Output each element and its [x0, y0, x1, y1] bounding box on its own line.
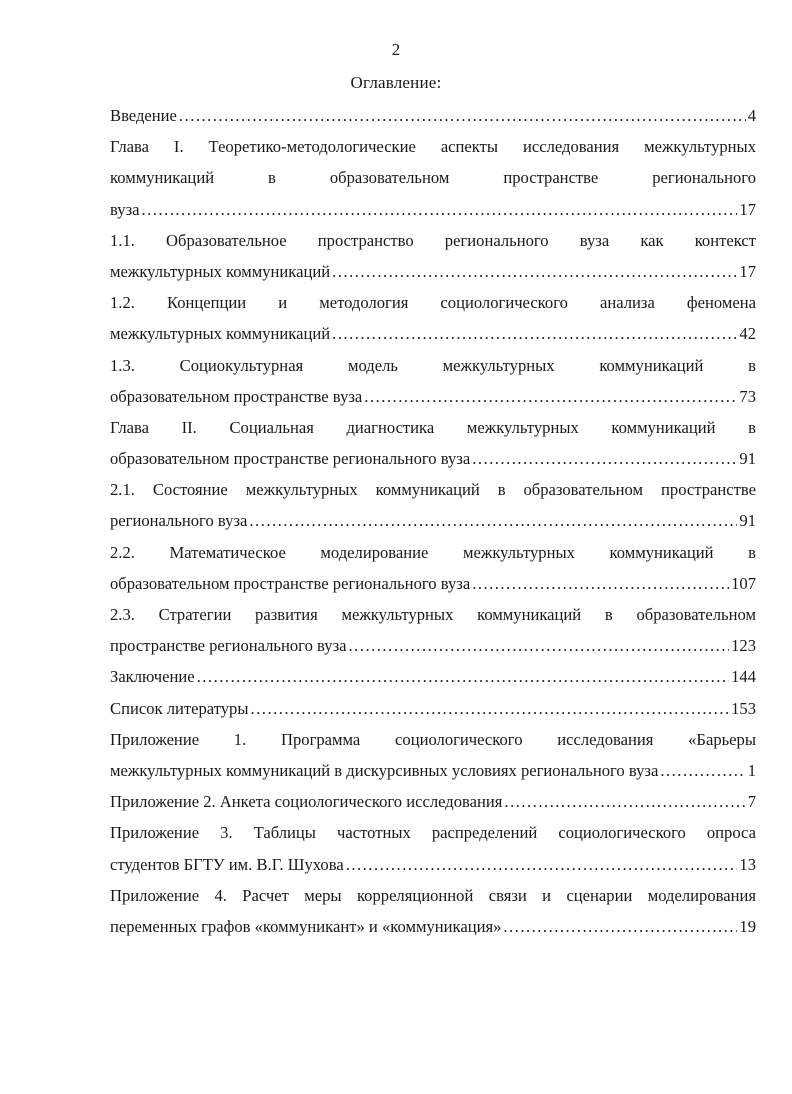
- toc-entry-last-line: [110, 786, 756, 817]
- toc-entry-line: 1.3. Социокультурная модель межкультурных коммуникаций в: [110, 355, 756, 375]
- dot-leader: [332, 256, 737, 287]
- toc-entry-last-line: [110, 568, 756, 599]
- toc-entry-last-line: [110, 443, 756, 474]
- toc-entry-title: образовательном пространстве регионального вуза: [110, 573, 471, 593]
- dot-leader: [504, 786, 745, 817]
- dot-leader: [251, 693, 730, 724]
- dot-leader: [179, 100, 746, 131]
- toc-entry-last-line: [110, 661, 756, 692]
- toc-entry-page: 107: [731, 573, 756, 593]
- toc-entry: [110, 724, 756, 786]
- toc-entry: [110, 817, 756, 879]
- toc-entry-title: переменных графов «коммуникант» и «коммуникация»: [110, 916, 502, 936]
- toc-entry-line: 1.1. Образовательное пространство регионального вуза как контекст: [110, 230, 756, 250]
- toc-title: Оглавление:: [350, 73, 442, 92]
- toc-entry-last-line: [110, 194, 756, 225]
- toc-entry-page: 13: [739, 854, 756, 874]
- toc-entry: [110, 693, 756, 724]
- toc-entry-last-line: [110, 256, 756, 287]
- toc-entry-page: 17: [739, 199, 756, 219]
- toc-entry: [110, 880, 756, 942]
- toc-entry-last-line: [110, 693, 756, 724]
- dot-leader: [249, 505, 737, 536]
- toc-entry-page: 91: [739, 511, 756, 531]
- toc-entry-last-line: [110, 381, 756, 412]
- dot-leader: [503, 911, 737, 942]
- toc-entry-line: Глава II. Социальная диагностика межкультурных коммуникаций в: [110, 417, 756, 437]
- toc-entry-page: 153: [731, 698, 756, 718]
- toc-entry-title: Введение: [110, 106, 177, 125]
- dot-leader: [349, 630, 730, 661]
- toc-entry-title: вуза: [110, 199, 140, 219]
- dot-leader: [472, 443, 737, 474]
- toc-entry-title: регионального вуза: [110, 511, 248, 531]
- toc-entry-last-line: [110, 755, 756, 786]
- toc-entry: [110, 537, 756, 599]
- toc-entry-title: Приложение 2. Анкета социологического исследования: [110, 792, 503, 812]
- toc-entry-page: 144: [731, 667, 756, 687]
- toc-entry-title: межкультурных коммуникаций: [110, 324, 331, 344]
- toc-entry-page: 1: [747, 760, 756, 780]
- toc-entry-line: Приложение 3. Таблицы частотных распределений социологического опроса: [110, 823, 756, 843]
- toc-entry-title: образовательном пространстве вуза: [110, 386, 363, 406]
- toc-entry-title: межкультурных коммуникаций: [110, 261, 331, 281]
- toc-entry-last-line: [110, 849, 756, 880]
- table-of-contents: [110, 100, 756, 942]
- toc-entry-line: коммуникаций в образовательном пространстве регионального: [110, 168, 756, 188]
- toc-entry: [110, 786, 756, 817]
- toc-entry-page: 7: [747, 792, 756, 812]
- dot-leader: [346, 849, 738, 880]
- toc-entry: [110, 225, 756, 287]
- dot-leader: [472, 568, 729, 599]
- dot-leader: [364, 381, 737, 412]
- dot-leader: [660, 755, 745, 786]
- toc-entry-last-line: [110, 505, 756, 536]
- toc-entry-page: 91: [739, 449, 756, 469]
- toc-entry-last-line: [110, 911, 756, 942]
- toc-entry-line: Приложение 4. Расчет меры корреляционной связи и сценарии моделирования: [110, 885, 756, 905]
- toc-entry-title: пространстве регионального вуза: [110, 636, 347, 656]
- toc-entry-title: межкультурных коммуникаций в дискурсивных условиях регионального вуза: [110, 760, 659, 780]
- toc-entry: [110, 131, 756, 225]
- dot-leader: [332, 318, 737, 349]
- toc-entry-line: 2.3. Стратегии развития межкультурных коммуникаций в образовательном: [110, 605, 756, 624]
- toc-entry-title: студентов БГТУ им. В.Г. Шухова: [110, 854, 344, 874]
- toc-entry-last-line: [110, 630, 756, 661]
- toc-entry-page: 73: [739, 386, 756, 406]
- toc-entry-page: 4: [747, 106, 756, 125]
- dot-leader: [197, 661, 729, 692]
- toc-entry-line: 2.1. Состояние межкультурных коммуникаций в образовательном пространстве: [110, 480, 756, 500]
- toc-entry: [110, 599, 756, 661]
- toc-entry-page: 123: [731, 636, 756, 656]
- dot-leader: [142, 194, 738, 225]
- toc-entry-line: 1.2. Концепции и методология социологического анализа феномена: [110, 293, 756, 313]
- toc-entry-page: 17: [739, 261, 756, 281]
- toc-entry-page: 42: [739, 324, 756, 344]
- toc-entry: [110, 100, 756, 131]
- toc-entry-last-line: [110, 318, 756, 349]
- toc-entry: [110, 661, 756, 692]
- toc-entry: [110, 474, 756, 536]
- toc-entry: [110, 287, 756, 349]
- toc-entry-last-line: [110, 100, 756, 131]
- toc-entry-title: Список литературы: [110, 698, 249, 718]
- toc-entry-title: Заключение: [110, 667, 195, 687]
- toc-entry-title: образовательном пространстве регионального вуза: [110, 449, 471, 469]
- toc-entry: [110, 350, 756, 412]
- toc-entry: [110, 412, 756, 474]
- toc-entry-line: Глава I. Теоретико-методологические аспекты исследования межкультурных: [110, 137, 756, 157]
- toc-entry-page: 19: [739, 916, 756, 936]
- page-number: 2: [391, 40, 401, 59]
- toc-entry-line: 2.2. Математическое моделирование межкультурных коммуникаций в: [110, 542, 756, 562]
- toc-entry-line: Приложение 1. Программа социологического исследования «Барьеры: [110, 729, 756, 749]
